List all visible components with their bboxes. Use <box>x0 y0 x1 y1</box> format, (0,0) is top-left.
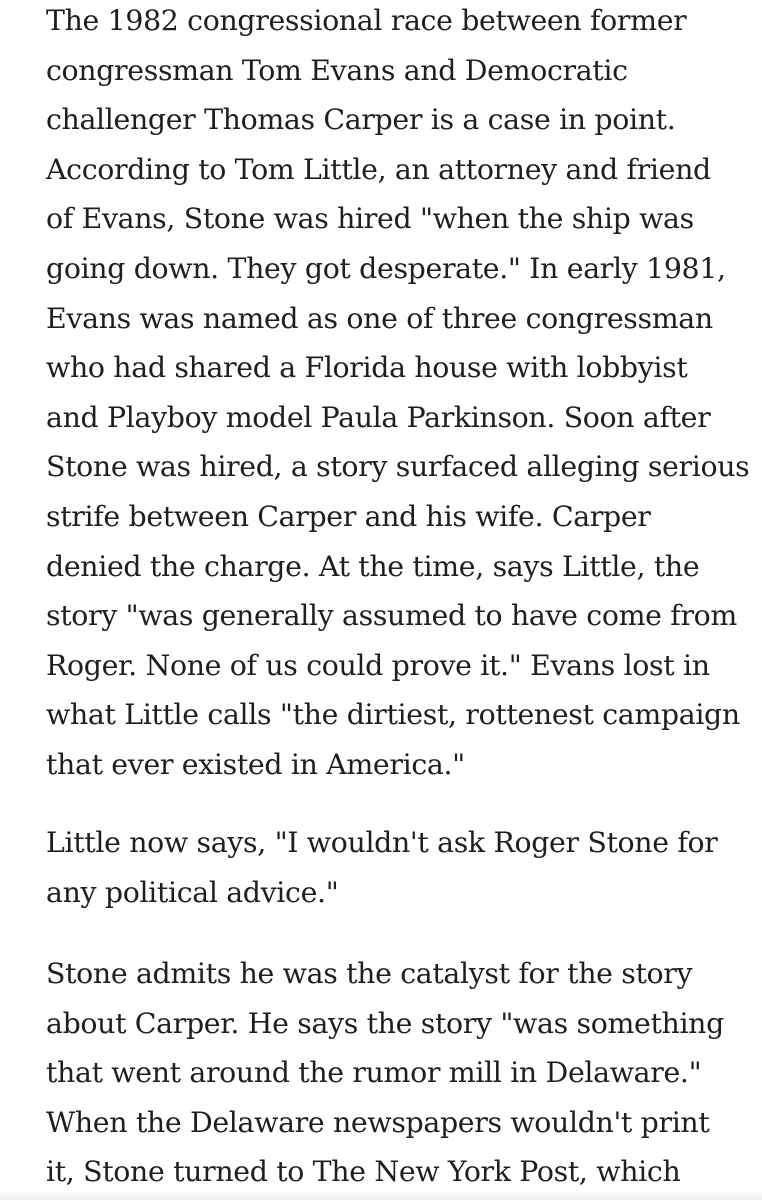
text-line: what Little calls "the dirtiest, rottenest campaign <box>46 698 740 732</box>
text-line: Stone was hired, a story surfaced alleging serious <box>46 450 750 484</box>
text-line: denied the charge. At the time, says Little, the <box>46 549 700 583</box>
text-line: of Evans, Stone was hired "when the ship was <box>46 202 694 236</box>
text-line: that ever existed in America." <box>46 747 465 781</box>
paragraph-1 <box>46 0 749 790</box>
text-line: about Carper. He says the story "was something <box>46 1006 724 1040</box>
text-line: any political advice." <box>46 875 339 909</box>
text-line: Roger. None of us could prove it." Evans lost in <box>46 648 710 682</box>
text-line: The 1982 congressional race between former <box>46 4 687 37</box>
text-line: According to Tom Little, an attorney and friend <box>46 152 711 186</box>
text-line: that went around the rumor mill in Delaware." <box>46 1056 702 1090</box>
text-line: strife between Carper and his wife. Carper <box>46 499 651 533</box>
text-line: going down. They got desperate." In early 1981, <box>46 251 726 285</box>
page-bottom-edge <box>0 1190 762 1200</box>
text-line: Little now says, "I wouldn't ask Roger Stone for <box>46 826 718 859</box>
paragraph-2 <box>46 818 717 917</box>
text-line: When the Delaware newspapers wouldn't print <box>46 1105 710 1139</box>
text-line: who had shared a Florida house with lobbyist <box>46 351 688 385</box>
text-line: and Playboy model Paula Parkinson. Soon after <box>46 400 711 434</box>
paragraph-3 <box>46 949 724 1197</box>
text-line: Stone admits he was the catalyst for the story <box>46 957 693 990</box>
text-line: congressman Tom Evans and Democratic <box>46 53 628 87</box>
text-line: challenger Thomas Carper is a case in point. <box>46 103 676 137</box>
text-line: story "was generally assumed to have come from <box>46 599 737 633</box>
text-line: Evans was named as one of three congressman <box>46 301 713 335</box>
text-line: it, Stone turned to The New York Post, which <box>46 1155 681 1189</box>
